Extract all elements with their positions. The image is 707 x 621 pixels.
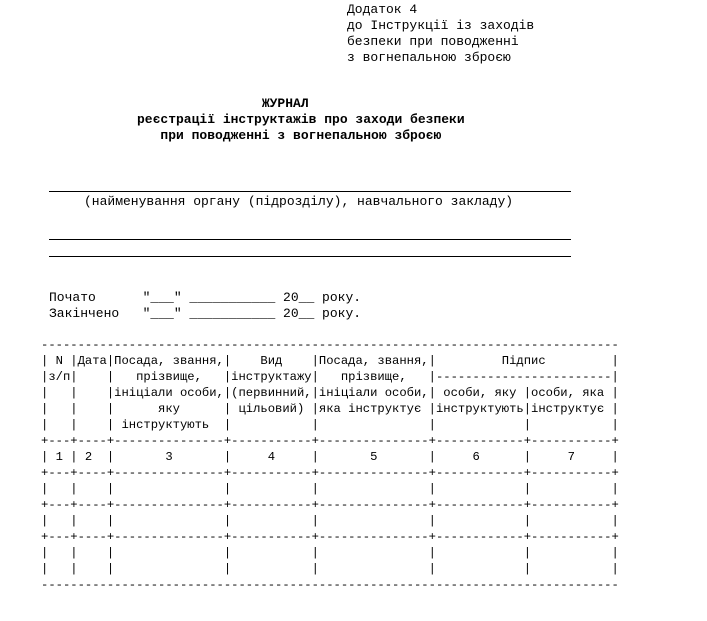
- addendum-line: з вогнепальною зброєю: [347, 50, 511, 65]
- title-line: реєстрації інструктажів про заходи безпеки: [137, 112, 465, 127]
- addendum-line: до Інструкції із заходів: [347, 18, 535, 33]
- finished-label: Закінчено: [49, 306, 120, 321]
- title-main: ЖУРНАЛ: [261, 96, 309, 111]
- addendum-line: Додаток 4: [347, 2, 418, 17]
- organization-fill-line: [49, 239, 571, 240]
- dates-block: [49, 290, 361, 322]
- addendum-block: [347, 2, 534, 66]
- finished-value: "___" ___________ 20__ року.: [142, 306, 362, 321]
- organization-fill-line: [49, 191, 571, 192]
- started-label: Почато: [49, 290, 96, 305]
- addendum-line: безпеки при поводженні: [347, 34, 519, 49]
- started-value: "___" ___________ 20__ року.: [142, 290, 362, 305]
- document-title: [137, 96, 465, 144]
- journal-table: ------------------------------------------------------------------------------- | N |Дата|Посада, звання,| Вид |Посада, звання,| Підпис | |з/п| | прізвище, |інструктажу| прізвище, |------------------------| | | |ініціали особи,|(первинний,|ініціали особи,| особи, яку |особи, яка | | | | яку | цільовий) |яка інструктує |інструктують|інструктує | | | | інструктують | | | | | +---+----+---------------+-----------+---------------+------------+-----------+ | 1 | 2 | 3 | 4 | 5 | 6 | 7 | +---+----+---------------+-----------+---------------+------------+-----------+ | | | | | | | | +---+----+---------------+-----------+---------------+------------+-----------+ | | | | | | | | +---+----+---------------+-----------+---------------+------------+-----------+ | | | | | | | | | | | | | | | | -------------------------------------------------------------------------------: [41, 338, 619, 592]
- organization-fill-line: [49, 256, 571, 257]
- organization-caption: (найменування органу (підрозділу), навчального закладу): [84, 194, 514, 209]
- title-line: при поводженні з вогнепальною зброєю: [160, 128, 442, 143]
